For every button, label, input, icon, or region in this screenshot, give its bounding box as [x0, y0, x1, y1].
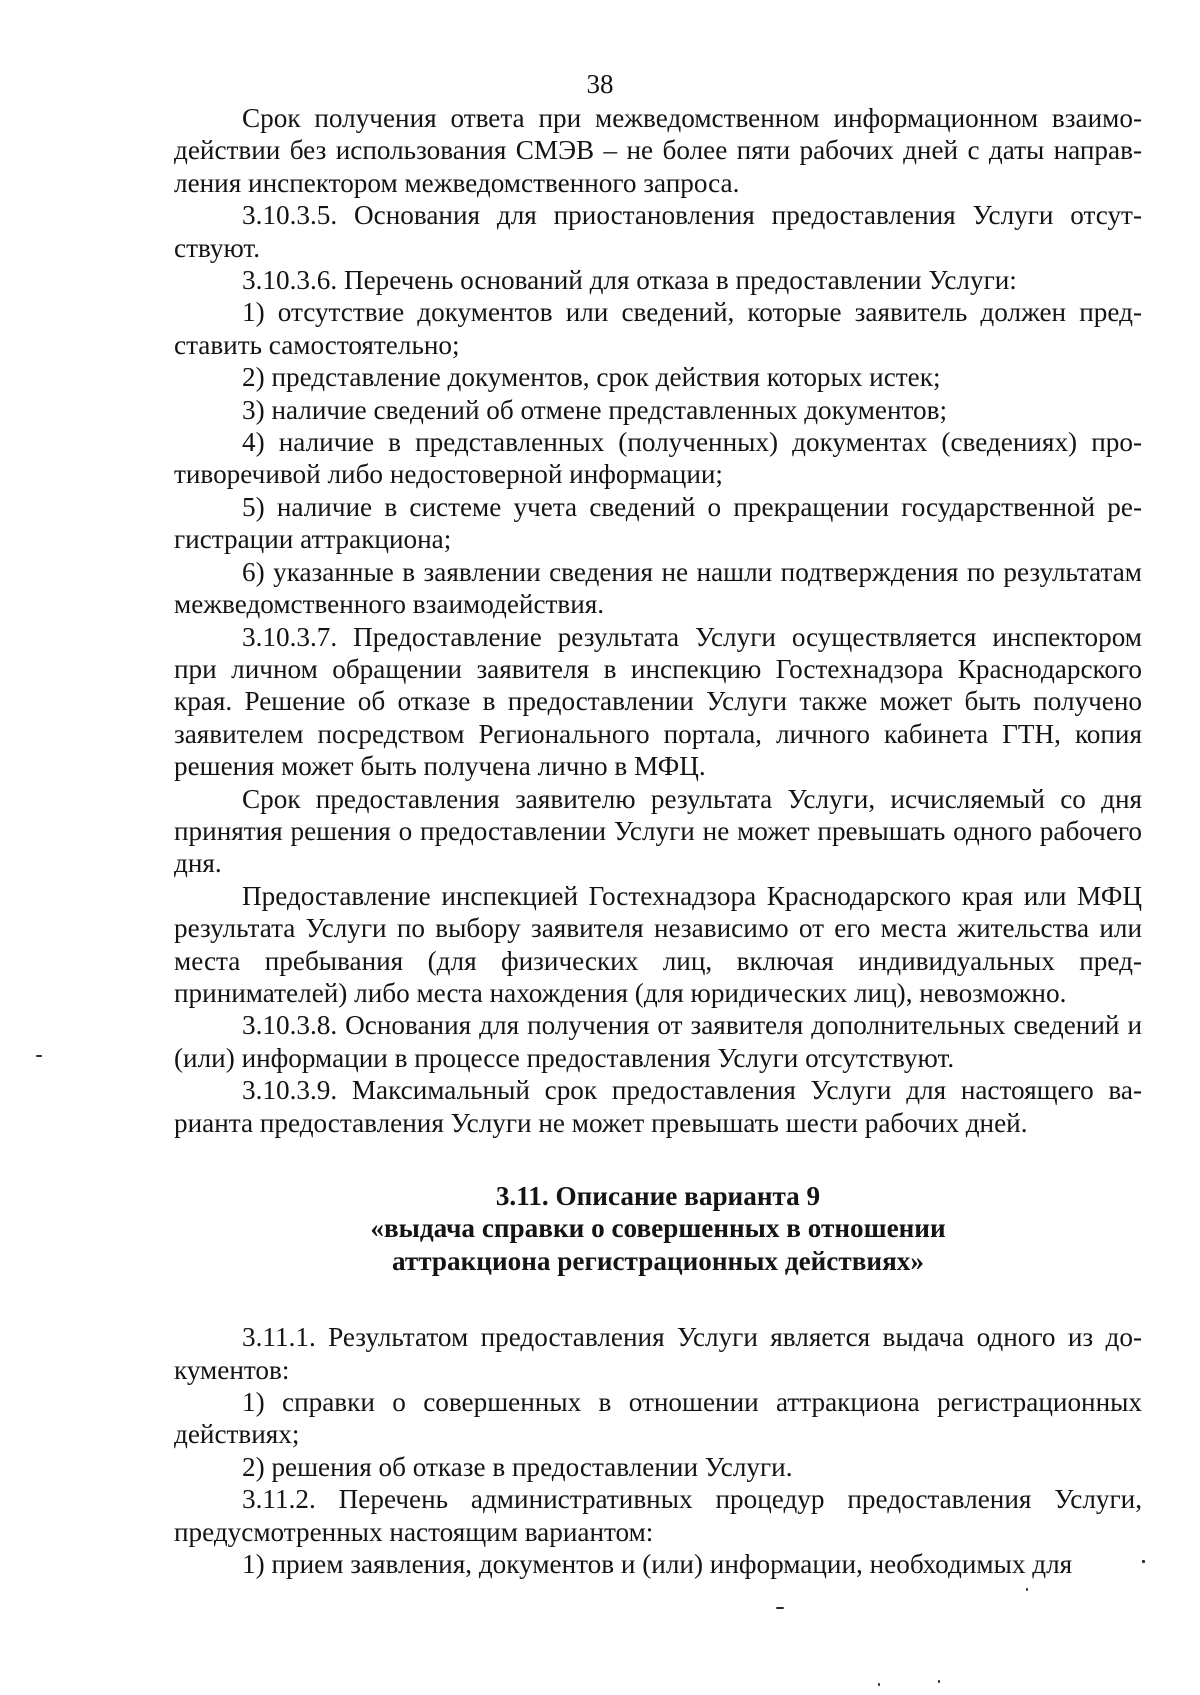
section-heading-subtitle-line: «выдача справки о совершенных в отношении [370, 1213, 946, 1244]
scan-artifact [878, 1683, 880, 1686]
list-item: 5) наличие в системе учета сведений о прекращении государственной регистрации аттракциона; [174, 491, 1142, 555]
paragraph: 3.10.3.9. Максимальный срок предоставления Услуги для настоящего варианта предоставления Услуги не может превышать шести рабочих дней. [174, 1075, 1142, 1138]
scan-artifact [938, 1680, 940, 1683]
list-item: 1) отсутствие документов или сведений, которые заявитель должен представить самостоятельно; [174, 297, 1142, 360]
list-item: 2) решения об отказе в предоставлении Услуги. [242, 1451, 793, 1482]
page-number: 38 [586, 69, 614, 99]
document-body [174, 102, 1142, 1580]
paragraph: 3.10.3.7. Предоставление результата Услуги осуществляется инспектором при личном обращении заявителя в инспекцию Гостехнадзора Краснодарского края. Решение об отказе в предоставлении Услуги также может быть получено заявителем посредством Регионального портала, личного кабинета ГТН, копия решения может быть получена лично в МФЦ. [174, 621, 1142, 782]
list-item: 6) указанные в заявлении сведения не нашли подтверждения по результатам межведомственного взаимодействия. [174, 556, 1142, 620]
list-item: 2) представление документов, срок действия которых истек; [242, 362, 941, 393]
section-heading [174, 1180, 1142, 1277]
list-item: 1) прием заявления, документов и (или) информации, необходимых для [242, 1549, 1073, 1580]
list-item: 3) наличие сведений об отмене представленных документов; [242, 394, 948, 425]
scan-artifact [1142, 1560, 1145, 1563]
list-item: 1) справки о совершенных в отношении аттракциона регистрационных действиях; [174, 1387, 1142, 1450]
paragraph: 3.10.3.8. Основания для получения от заявителя дополнительных сведений и (или) информации в процессе предоставления Услуги отсутствуют. [174, 1010, 1142, 1073]
paragraph: 3.11.2. Перечень административных процедур предоставления Услуги, предусмотренных настоящим вариантом: [174, 1484, 1142, 1547]
paragraph: Предоставление инспекцией Гостехнадзора Краснодарского края или МФЦ результата Услуги по выбору заявителя независимо от его места жительства или места пребывания (для физических лиц, включая индивидуальных предпринимателей) либо места нахождения (для юридических лиц), невозможно. [174, 880, 1142, 1008]
paragraph: Срок предоставления заявителю результата Услуги, исчисляемый со дня принятия решения о предоставлении Услуги не может превышать одного рабочего дня. [174, 783, 1142, 879]
list-item: 4) наличие в представленных (полученных) документах (сведениях) противоречивой либо недостоверной информации; [174, 427, 1142, 490]
scan-artifact [36, 1055, 42, 1057]
paragraph: 3.11.1. Результатом предоставления Услуги является выдача одного из документов: [174, 1322, 1142, 1385]
paragraph: Срок получения ответа при межведомственном информационном взаимодействии без использования СМЭВ – не более пяти рабочих дней с даты направления инспектором межведомственного запроса. [174, 103, 1142, 198]
scan-artifact [1026, 1588, 1028, 1591]
section-heading-subtitle-line: аттракциона регистрационных действиях» [392, 1245, 924, 1276]
section-heading-title: 3.11. Описание варианта 9 [495, 1181, 821, 1211]
scan-artifact [776, 1607, 784, 1609]
paragraph: 3.10.3.6. Перечень оснований для отказа в предоставлении Услуги: [242, 265, 1017, 296]
paragraph: 3.10.3.5. Основания для приостановления предоставления Услуги отсутствуют. [174, 200, 1142, 263]
